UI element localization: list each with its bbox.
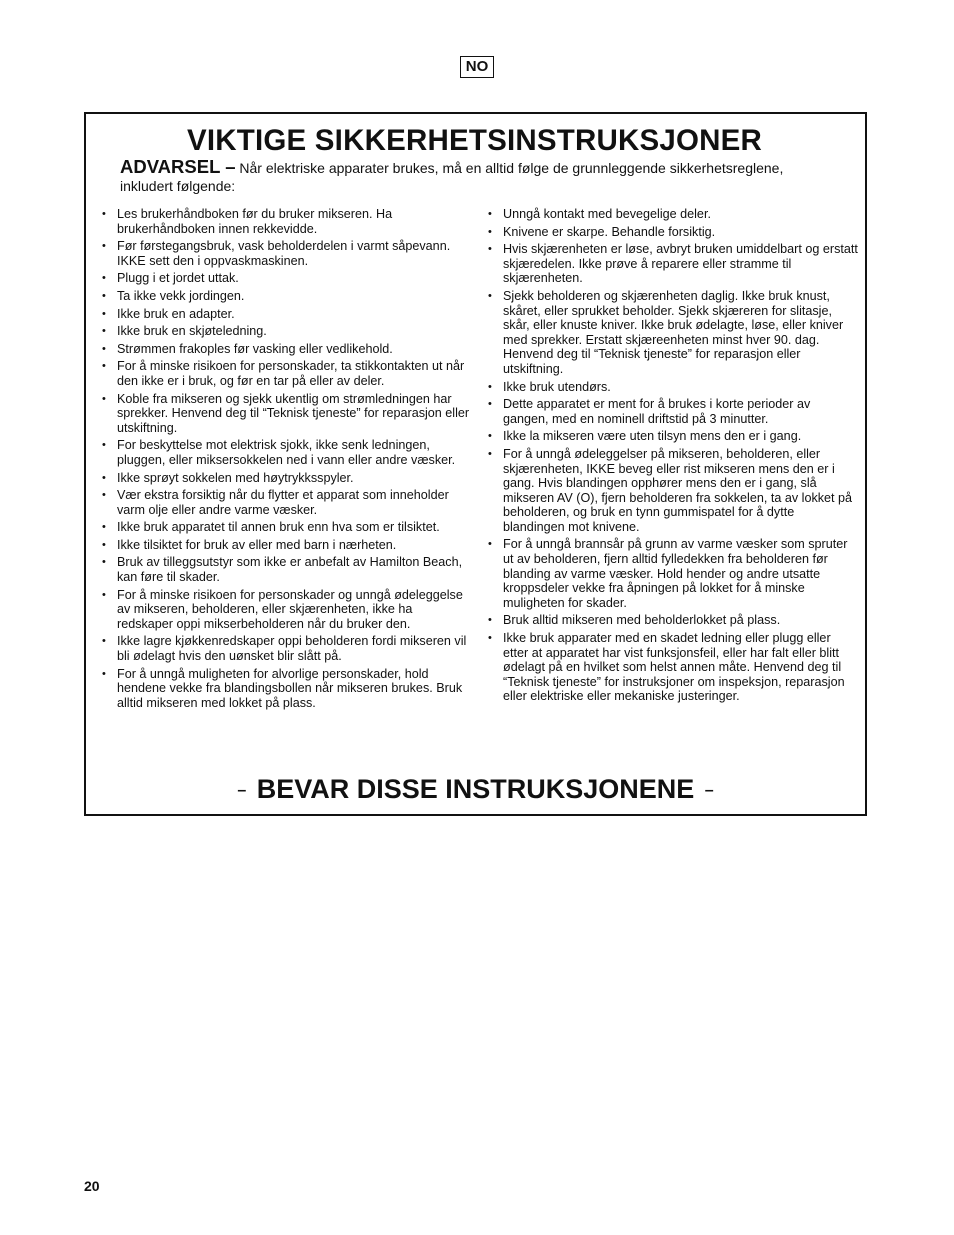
bullet-icon: • [102,489,106,502]
list-item-text: For å minske risikoen for personskader, ta stikkontakten ut når den ikke er i bruk, og før en tar på eller av deler. [117,359,465,388]
bullet-icon: • [488,289,492,302]
list-item-text: For å unngå ødeleggelser på mikseren, beholderen, eller skjærenheten, IKKE beveg eller rist mikseren mens den er i gang. Hvis blandingen opphører mens den er i gang, slå mikseren AV (O), fjern beholderen fra sokkelen, ta av lokket på beholderen, og bruk en tynn gummispatel for å dytte blandingen mot knivene. [503,446,853,534]
list-item [486,613,858,628]
footer-dash-right: – [704,782,714,799]
bullet-icon: • [488,632,492,645]
list-item-text: Ikke bruk en adapter. [117,306,235,321]
list-item-text: Ikke bruk apparatet til annen bruk enn hva som er tilsiktet. [117,520,440,535]
warning-label: ADVARSEL – [120,156,236,177]
list-item-text: Sjekk beholderen og skjærenheten daglig. Ikke bruk knust, skåret, eller sprukket beholder. Sjekk skjæreren for slitasje, skår, eller knuste kniver. Ikke bruk ødelagte, løse, eller kniver med sprekker. Erstatt skjæreenheten minst hver 90. dag. Henvend deg til “Teknisk tjeneste” for reparasjon eller utskiftning. [503,288,844,376]
save-instructions-footer [86,774,865,805]
bullet-icon: • [102,392,106,405]
bullet-icon: • [488,538,492,551]
bullet-icon: • [102,556,106,569]
list-item-text: Ikke sprøyt sokkelen med høytrykksspyler. [117,470,354,485]
list-item [486,631,858,704]
bullet-icon: • [102,240,106,253]
bullet-icon: • [102,538,106,551]
list-item-text: Ikke bruk utendørs. [503,379,611,394]
list-item [486,380,858,395]
bullet-icon: • [102,208,106,220]
list-item [486,397,858,426]
bullet-icon: • [102,325,106,338]
bullet-icon: • [102,588,106,601]
list-item [486,289,858,377]
bullet-icon: • [102,360,106,373]
list-item [100,438,470,467]
bullet-icon: • [488,380,492,393]
list-item [486,537,858,610]
list-item [100,520,470,535]
bullet-icon: • [102,289,106,302]
list-item [486,242,858,286]
list-item [100,555,470,584]
list-item-text: Ikke lagre kjøkkenredskaper oppi beholderen fordi mikseren vil bli ødelagt hvis den uønsket blir slått på. [117,634,467,664]
bullet-icon: • [102,635,106,648]
bullet-icon: • [488,447,492,460]
list-item [100,307,470,322]
list-item [486,429,858,444]
list-item-text: Dette apparatet er ment for å brukes i korte perioder av gangen, med en nominell driftstid på 3 minutter. [503,397,811,426]
bullet-icon: • [102,471,106,484]
list-item-text: Før førstegangsbruk, vask beholderdelen i varmt såpevann. IKKE sett den i oppvaskmaskinen. [117,239,451,268]
bullet-icon: • [488,430,492,443]
bullet-icon: • [102,667,106,680]
list-item [486,225,858,240]
list-item [100,667,470,711]
list-item [100,271,470,286]
warning-paragraph [120,158,820,195]
list-item-text: For å unngå brannsår på grunn av varme væsker som spruter ut av beholderen, fjern alltid fylledekken fra beholderen før blanding av varme væsker. Hold hender og andre utsatte kroppsdeler vekke fra åpningen på lokket for å minske muligheten for skader. [503,537,848,610]
bullet-icon: • [488,225,492,238]
warning-text: Når elektriske apparater brukes, må en alltid følge de grunnleggende sikkerhetsreglene, inkludert følgende: [120,160,784,194]
bullet-icon: • [102,272,106,285]
list-item-text: Ta ikke vekk jordingen. [117,288,245,303]
list-item-text: For å unngå muligheten for alvorlige personskader, hold hendene vekke fra blandingsbollen når mikseren brukes. Bruk alltid mikseren med lokket på plass. [117,666,463,710]
list-item [100,239,470,268]
bullet-icon: • [488,243,492,256]
language-badge: NO [460,56,494,78]
list-item [100,588,470,632]
list-item-text: Bruk alltid mikseren med beholderlokket på plass. [503,613,781,628]
left-instruction-list [100,207,470,713]
list-item-text: Ikke bruk apparater med en skadet ledning eller plugg eller etter at apparatet har vist funksjonsfeil, eller har falt eller blitt ødelagt på en hvilket som helst annen måte. Henvend deg til “Teknisk tjeneste” for instruksjoner om inspeksjon, reparasjon eller elektriske eller mekaniske justeringer. [503,631,845,704]
list-item [100,207,470,236]
list-item-text: Ikke la mikseren være uten tilsyn mens den er i gang. [503,429,802,444]
safety-instructions-box [84,112,867,816]
list-item-text: Knivene er skarpe. Behandle forsiktig. [503,224,716,239]
bullet-icon: • [102,342,106,355]
list-item [486,207,858,222]
footer-dash-left: – [237,782,247,799]
list-item-text: Strømmen frakoples før vasking eller vedlikehold. [117,341,393,356]
list-item [100,634,470,663]
list-item [100,471,470,486]
bullet-icon: • [488,208,492,220]
list-item [100,538,470,553]
list-item-text: Bruk av tilleggsutstyr som ikke er anbefalt av Hamilton Beach, kan føre til skader. [117,555,463,585]
page-number: 20 [84,1178,100,1194]
right-instruction-list [486,207,858,707]
list-item [100,392,470,436]
list-item-text: Koble fra mikseren og sjekk ukentlig om strømledningen har sprekker. Henvend deg til “Teknisk tjeneste” for reparasjon eller utskiftning. [117,391,470,435]
page-title: VIKTIGE SIKKERHETSINSTRUKSJONER [187,124,762,157]
list-item-text: Les brukerhåndboken før du bruker mikseren. Ha brukerhåndboken innen rekkevidde. [117,207,393,236]
list-item-text: Ikke bruk en skjøteledning. [117,324,267,339]
list-item [100,289,470,304]
list-item-text: Plugg i et jordet uttak. [117,271,239,286]
list-item-text: For å minske risikoen for personskader og unngå ødeleggelse av mikseren, beholderen, eller skjærenheten, ikke ha redskaper oppi mikserbeholderen når du bruker den. [117,587,463,631]
list-item-text: Ikke tilsiktet for bruk av eller med barn i nærheten. [117,537,397,552]
list-item-text: Unngå kontakt med bevegelige deler. [503,207,711,221]
footer-text: BEVAR DISSE INSTRUKSJONENE [256,774,695,804]
bullet-icon: • [102,521,106,534]
list-item-text: Vær ekstra forsiktig når du flytter et apparat som inneholder varm olje eller andre varme væsker. [117,488,449,517]
list-item [100,359,470,388]
bullet-icon: • [488,614,492,627]
list-item-text: For beskyttelse mot elektrisk sjokk, ikke senk ledningen, pluggen, eller miksersokkelen ned i vann eller andre væsker. [117,438,456,467]
list-item [100,324,470,339]
bullet-icon: • [488,398,492,411]
list-item [100,488,470,517]
list-item [486,447,858,535]
list-item [100,342,470,357]
bullet-icon: • [102,307,106,320]
list-item-text: Hvis skjærenheten er løse, avbryt bruken umiddelbart og erstatt skjæredelen. Ikke prøve å reparere eller stramme til skjærenheten. [503,242,858,286]
bullet-icon: • [102,439,106,452]
